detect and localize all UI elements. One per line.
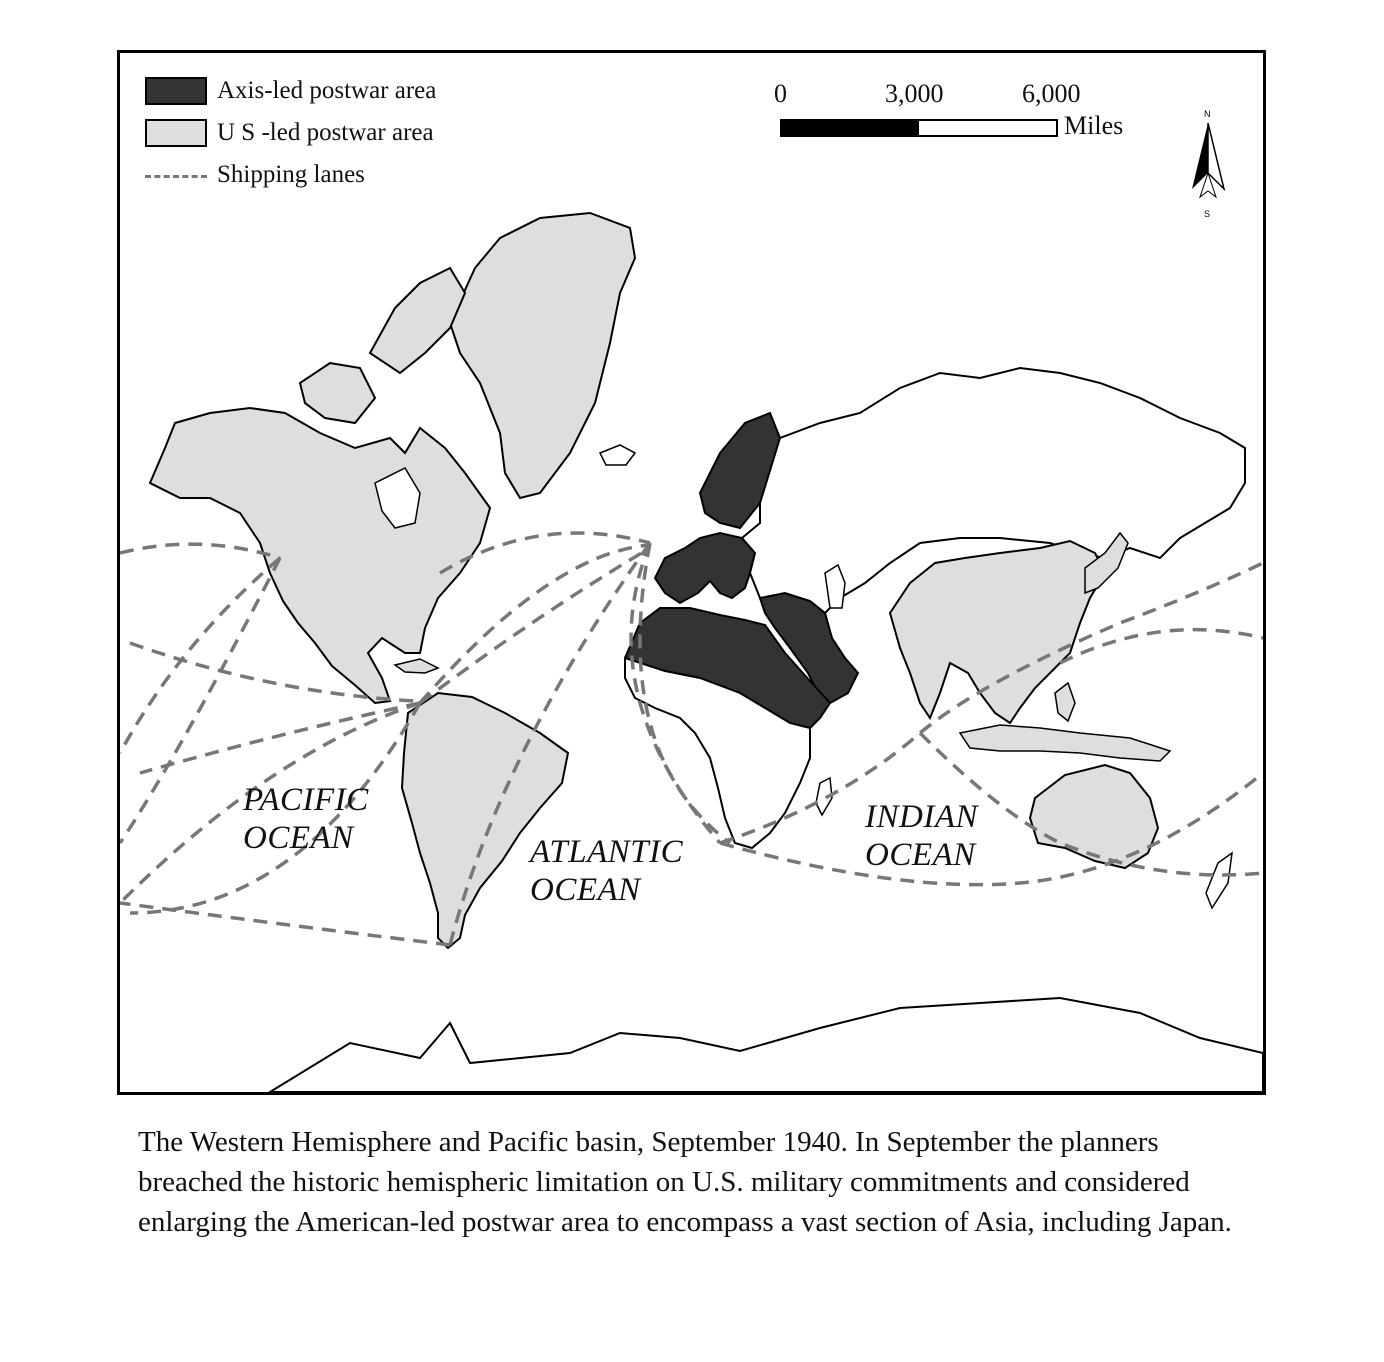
philippines-region: [1055, 683, 1075, 721]
shipping-lane: [120, 558, 280, 753]
legend-label-shipping: Shipping lanes: [217, 161, 365, 188]
shipping-lane: [140, 703, 420, 773]
antarctica-region: [270, 998, 1263, 1092]
scale-tick-3000: 3,000: [885, 79, 944, 108]
map-caption: The Western Hemisphere and Pacific basin, September 1940. In September the planners breached the historic hemispheric limitation on U.S. military commitments and considered enlarging the American-led postwar area to encompass a vast section of Asia, including Japan.: [138, 1126, 1232, 1238]
shipping-lane: [120, 544, 280, 558]
indian-line-2: OCEAN: [865, 837, 976, 873]
scale-tick-0: 0: [774, 79, 787, 108]
indian-ocean-label: [865, 798, 978, 874]
iceland-region: [600, 445, 635, 465]
shipping-swatch: [145, 175, 207, 178]
legend-label-axis: Axis-led postwar area: [217, 77, 437, 104]
legend-label-us: U S -led postwar area: [217, 119, 434, 146]
indian-line-1: INDIAN: [865, 799, 978, 835]
scale-tick-6000: 6,000: [1022, 79, 1081, 108]
pacific-line-2: OCEAN: [243, 820, 354, 856]
pacific-line-1: PACIFIC: [243, 782, 369, 818]
atlantic-line-2: OCEAN: [530, 872, 641, 908]
north-america-region: [150, 408, 490, 703]
axis-swatch: [145, 77, 207, 105]
new-zealand-region: [1206, 853, 1232, 908]
south-america-region: [402, 693, 568, 948]
map-frame: [117, 50, 1266, 1095]
atlantic-ocean-label: [530, 833, 683, 909]
north-letter: N: [1204, 109, 1211, 119]
arctic-islands-region: [370, 268, 465, 373]
shipping-lane: [120, 903, 450, 945]
europe-region: [655, 533, 755, 603]
north-arrow-icon: [1188, 107, 1228, 219]
south-letter: S: [1204, 209, 1211, 219]
scale-bar-graphic: [780, 119, 1058, 137]
baffin-island-region: [300, 363, 375, 423]
shipping-lane: [720, 773, 1263, 885]
scale-unit: Miles: [1064, 111, 1124, 140]
atlantic-line-1: ATLANTIC: [530, 834, 684, 870]
world-map: [120, 53, 1263, 1092]
scale-bar: [774, 79, 1140, 149]
pacific-ocean-label: [243, 781, 369, 857]
cuba-region: [395, 659, 438, 673]
indonesia-region: [960, 725, 1170, 761]
us-swatch: [145, 119, 207, 147]
